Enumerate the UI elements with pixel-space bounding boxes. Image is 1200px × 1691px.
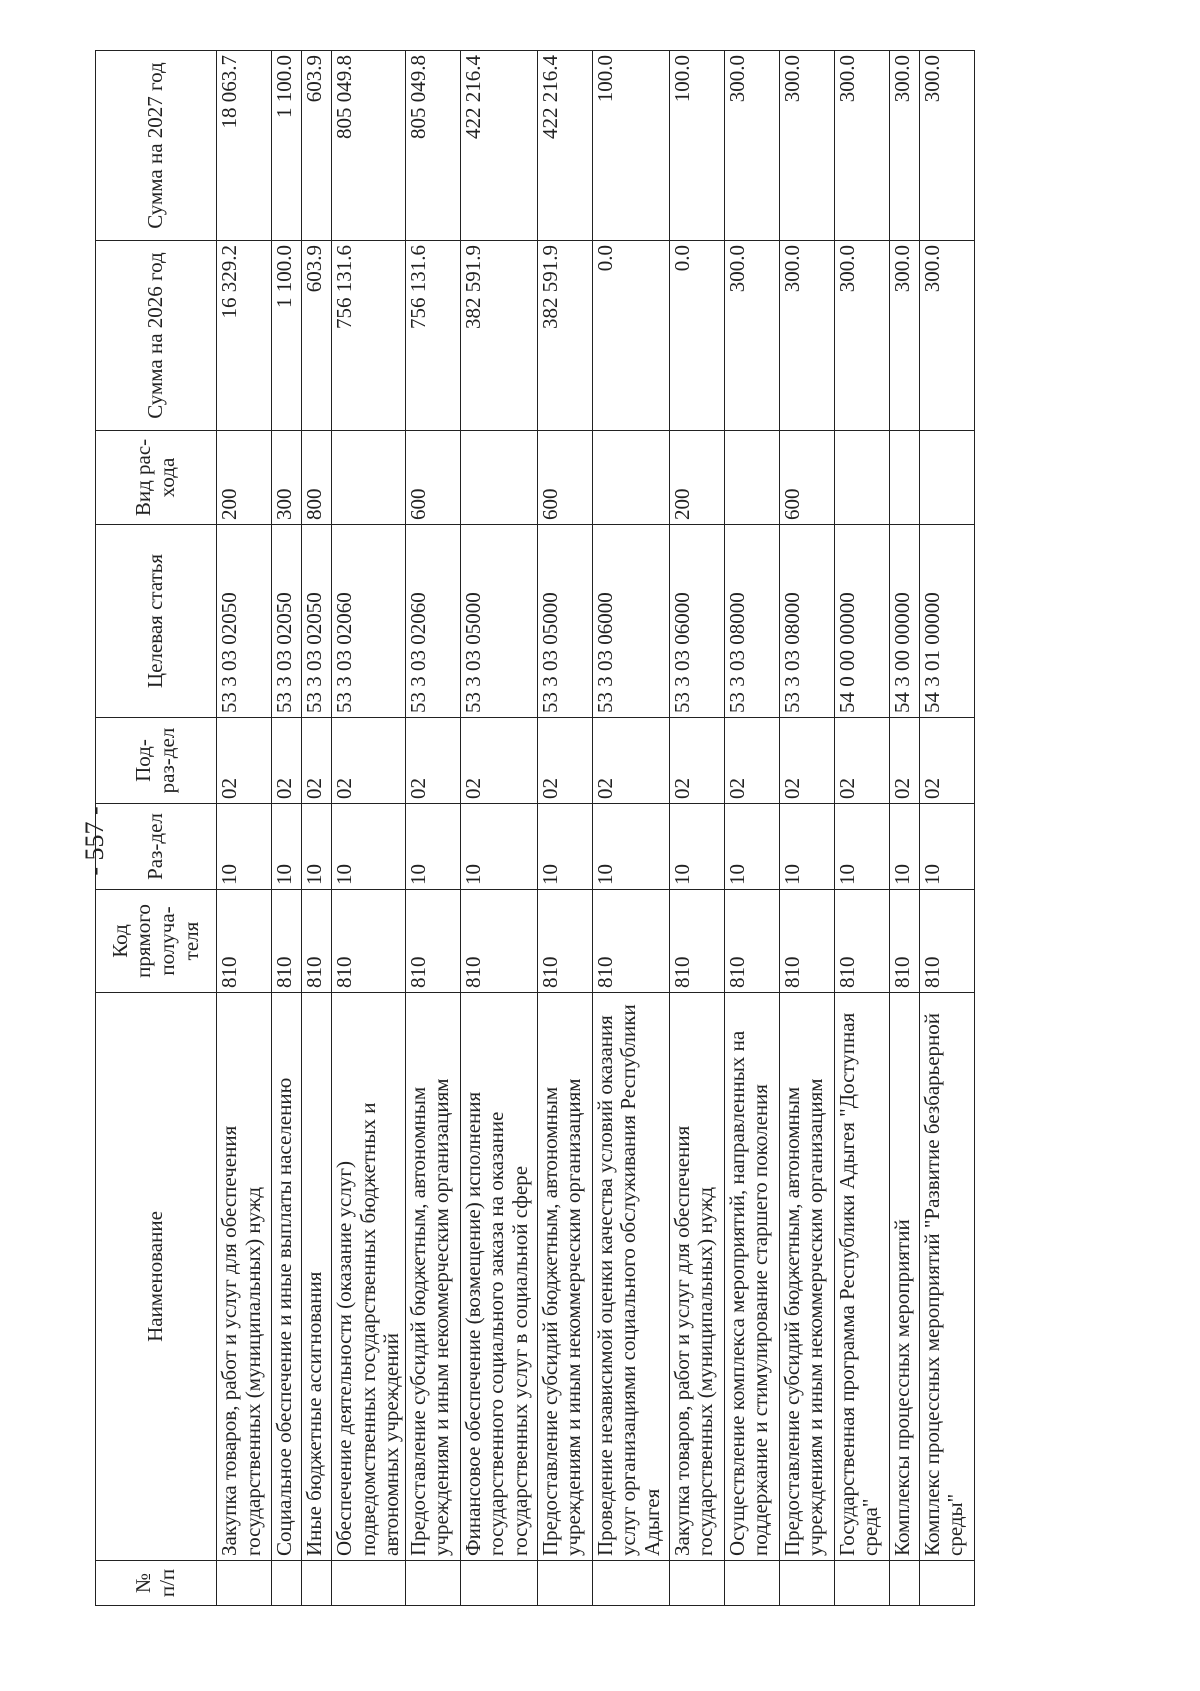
cell-sum2027: 100.0 (669, 51, 724, 241)
cell-kod: 810 (834, 890, 889, 993)
header-kod: Код прямого получа-теля (96, 890, 217, 993)
cell-name: Иные бюджетные ассигнования (302, 993, 332, 1561)
cell-razdel: 10 (889, 804, 919, 890)
cell-celevaya: 54 0 00 00000 (834, 525, 889, 718)
cell-name: Закупка товаров, работ и услуг для обеспечения государственных (муниципальных) нужд (669, 993, 724, 1561)
cell-sum2026: 300.0 (889, 241, 919, 431)
cell-podrazdel: 02 (460, 718, 537, 804)
cell-kod: 810 (592, 890, 669, 993)
cell-sum2027: 805 049.8 (405, 51, 460, 241)
cell-vid: 600 (537, 431, 592, 525)
cell-vid: 600 (779, 431, 834, 525)
cell-no (302, 1561, 332, 1606)
cell-sum2027: 422 216.4 (460, 51, 537, 241)
cell-vid (332, 431, 406, 525)
cell-sum2026: 0.0 (592, 241, 669, 431)
cell-podrazdel: 02 (272, 718, 302, 804)
cell-no (405, 1561, 460, 1606)
cell-vid (592, 431, 669, 525)
header-razdel: Раз-дел (96, 804, 217, 890)
cell-razdel: 10 (405, 804, 460, 890)
table-row (272, 51, 302, 1606)
header-celevaya: Целевая статья (96, 525, 217, 718)
table-header-row (96, 51, 217, 1606)
page-number: - 557 - (80, 806, 109, 876)
cell-name: Комплекс процессных мероприятий "Развитие безбарьерной среды" (919, 993, 974, 1561)
budget-table (95, 50, 975, 1606)
cell-razdel: 10 (779, 804, 834, 890)
cell-podrazdel: 02 (592, 718, 669, 804)
header-vid: Вид рас-хода (96, 431, 217, 525)
cell-celevaya: 53 3 03 06000 (592, 525, 669, 718)
cell-celevaya: 53 3 03 02060 (405, 525, 460, 718)
table-body (217, 51, 975, 1606)
cell-celevaya: 54 3 01 00000 (919, 525, 974, 718)
cell-podrazdel: 02 (724, 718, 779, 804)
cell-sum2026: 300.0 (834, 241, 889, 431)
cell-podrazdel: 02 (834, 718, 889, 804)
cell-sum2027: 300.0 (889, 51, 919, 241)
cell-sum2027: 300.0 (724, 51, 779, 241)
cell-podrazdel: 02 (537, 718, 592, 804)
header-sum2026: Сумма на 2026 год (96, 241, 217, 431)
cell-kod: 810 (919, 890, 974, 993)
cell-razdel: 10 (834, 804, 889, 890)
cell-vid (460, 431, 537, 525)
cell-kod: 810 (332, 890, 406, 993)
cell-vid: 200 (669, 431, 724, 525)
cell-sum2026: 1 100.0 (272, 241, 302, 431)
cell-kod: 810 (537, 890, 592, 993)
cell-razdel: 10 (919, 804, 974, 890)
cell-no (669, 1561, 724, 1606)
header-podrazdel: Под-раз-дел (96, 718, 217, 804)
cell-name: Финансовое обеспечение (возмещение) исполнения государственного социального заказа на оказание государственных услуг в социальной сфере (460, 993, 537, 1561)
cell-kod: 810 (669, 890, 724, 993)
cell-celevaya: 53 3 03 06000 (669, 525, 724, 718)
cell-celevaya: 53 3 03 02050 (217, 525, 272, 718)
cell-celevaya: 53 3 03 05000 (537, 525, 592, 718)
table-row (460, 51, 537, 1606)
cell-podrazdel: 02 (779, 718, 834, 804)
cell-no (332, 1561, 406, 1606)
cell-vid: 800 (302, 431, 332, 525)
cell-sum2027: 300.0 (779, 51, 834, 241)
cell-no (460, 1561, 537, 1606)
cell-kod: 810 (889, 890, 919, 993)
cell-razdel: 10 (217, 804, 272, 890)
cell-sum2027: 18 063.7 (217, 51, 272, 241)
cell-sum2027: 422 216.4 (537, 51, 592, 241)
cell-name: Предоставление субсидий бюджетным, автономным учреждениям и иным некоммерческим организациям (537, 993, 592, 1561)
cell-celevaya: 53 3 03 08000 (779, 525, 834, 718)
table-row (724, 51, 779, 1606)
cell-razdel: 10 (592, 804, 669, 890)
cell-vid: 200 (217, 431, 272, 525)
cell-name: Проведение независимой оценки качества условий оказания услуг организациями социального обслуживания Республики Адыгея (592, 993, 669, 1561)
cell-podrazdel: 02 (405, 718, 460, 804)
table-row (332, 51, 406, 1606)
cell-name: Закупка товаров, работ и услуг для обеспечения государственных (муниципальных) нужд (217, 993, 272, 1561)
header-name: Наименование (96, 993, 217, 1561)
cell-vid: 600 (405, 431, 460, 525)
table-row (302, 51, 332, 1606)
table-row (889, 51, 919, 1606)
cell-no (919, 1561, 974, 1606)
cell-razdel: 10 (460, 804, 537, 890)
cell-vid (724, 431, 779, 525)
cell-no (834, 1561, 889, 1606)
cell-name: Предоставление субсидий бюджетным, автономным учреждениям и иным некоммерческим организациям (405, 993, 460, 1561)
cell-podrazdel: 02 (889, 718, 919, 804)
cell-sum2026: 16 329.2 (217, 241, 272, 431)
cell-kod: 810 (272, 890, 302, 993)
cell-sum2026: 300.0 (779, 241, 834, 431)
cell-vid: 300 (272, 431, 302, 525)
table-row (834, 51, 889, 1606)
cell-no (537, 1561, 592, 1606)
cell-celevaya: 53 3 03 05000 (460, 525, 537, 718)
cell-celevaya: 53 3 03 02050 (272, 525, 302, 718)
cell-razdel: 10 (669, 804, 724, 890)
cell-sum2026: 300.0 (724, 241, 779, 431)
cell-celevaya: 53 3 03 02050 (302, 525, 332, 718)
cell-sum2027: 300.0 (919, 51, 974, 241)
cell-sum2026: 300.0 (919, 241, 974, 431)
table-row (537, 51, 592, 1606)
cell-vid (889, 431, 919, 525)
cell-no (592, 1561, 669, 1606)
cell-podrazdel: 02 (302, 718, 332, 804)
cell-kod: 810 (405, 890, 460, 993)
cell-podrazdel: 02 (669, 718, 724, 804)
cell-sum2026: 382 591.9 (460, 241, 537, 431)
header-sum2027: Сумма на 2027 год (96, 51, 217, 241)
cell-sum2027: 1 100.0 (272, 51, 302, 241)
cell-sum2027: 100.0 (592, 51, 669, 241)
cell-name: Осуществление комплекса мероприятий, направленных на поддержание и стимулирование старшего поколения (724, 993, 779, 1561)
cell-kod: 810 (724, 890, 779, 993)
cell-celevaya: 53 3 03 02060 (332, 525, 406, 718)
cell-celevaya: 54 3 00 00000 (889, 525, 919, 718)
cell-razdel: 10 (332, 804, 406, 890)
cell-podrazdel: 02 (332, 718, 406, 804)
cell-kod: 810 (302, 890, 332, 993)
cell-vid (834, 431, 889, 525)
cell-name: Обеспечение деятельности (оказание услуг) подведомственных государственных бюджетных и автономных учреждений (332, 993, 406, 1561)
cell-name: Предоставление субсидий бюджетным, автономным учреждениям и иным некоммерческим организациям (779, 993, 834, 1561)
table-row (592, 51, 669, 1606)
cell-vid (919, 431, 974, 525)
table-row (779, 51, 834, 1606)
cell-sum2027: 603.9 (302, 51, 332, 241)
cell-kod: 810 (217, 890, 272, 993)
table-row (217, 51, 272, 1606)
cell-sum2027: 300.0 (834, 51, 889, 241)
cell-sum2026: 756 131.6 (405, 241, 460, 431)
table-row (919, 51, 974, 1606)
cell-razdel: 10 (302, 804, 332, 890)
table-row (669, 51, 724, 1606)
cell-sum2026: 382 591.9 (537, 241, 592, 431)
table-row (405, 51, 460, 1606)
cell-no (779, 1561, 834, 1606)
cell-no (217, 1561, 272, 1606)
cell-name: Социальное обеспечение и иные выплаты населению (272, 993, 302, 1561)
cell-podrazdel: 02 (919, 718, 974, 804)
cell-podrazdel: 02 (217, 718, 272, 804)
header-no: № п/п (96, 1561, 217, 1606)
cell-no (272, 1561, 302, 1606)
cell-razdel: 10 (537, 804, 592, 890)
cell-celevaya: 53 3 03 08000 (724, 525, 779, 718)
cell-no (889, 1561, 919, 1606)
cell-kod: 810 (460, 890, 537, 993)
cell-no (724, 1561, 779, 1606)
cell-kod: 810 (779, 890, 834, 993)
cell-sum2027: 805 049.8 (332, 51, 406, 241)
cell-sum2026: 756 131.6 (332, 241, 406, 431)
cell-name: Государственная программа Республики Адыгея "Доступная среда" (834, 993, 889, 1561)
cell-name: Комплексы процессных мероприятий (889, 993, 919, 1561)
cell-razdel: 10 (272, 804, 302, 890)
cell-sum2026: 0.0 (669, 241, 724, 431)
cell-sum2026: 603.9 (302, 241, 332, 431)
cell-razdel: 10 (724, 804, 779, 890)
